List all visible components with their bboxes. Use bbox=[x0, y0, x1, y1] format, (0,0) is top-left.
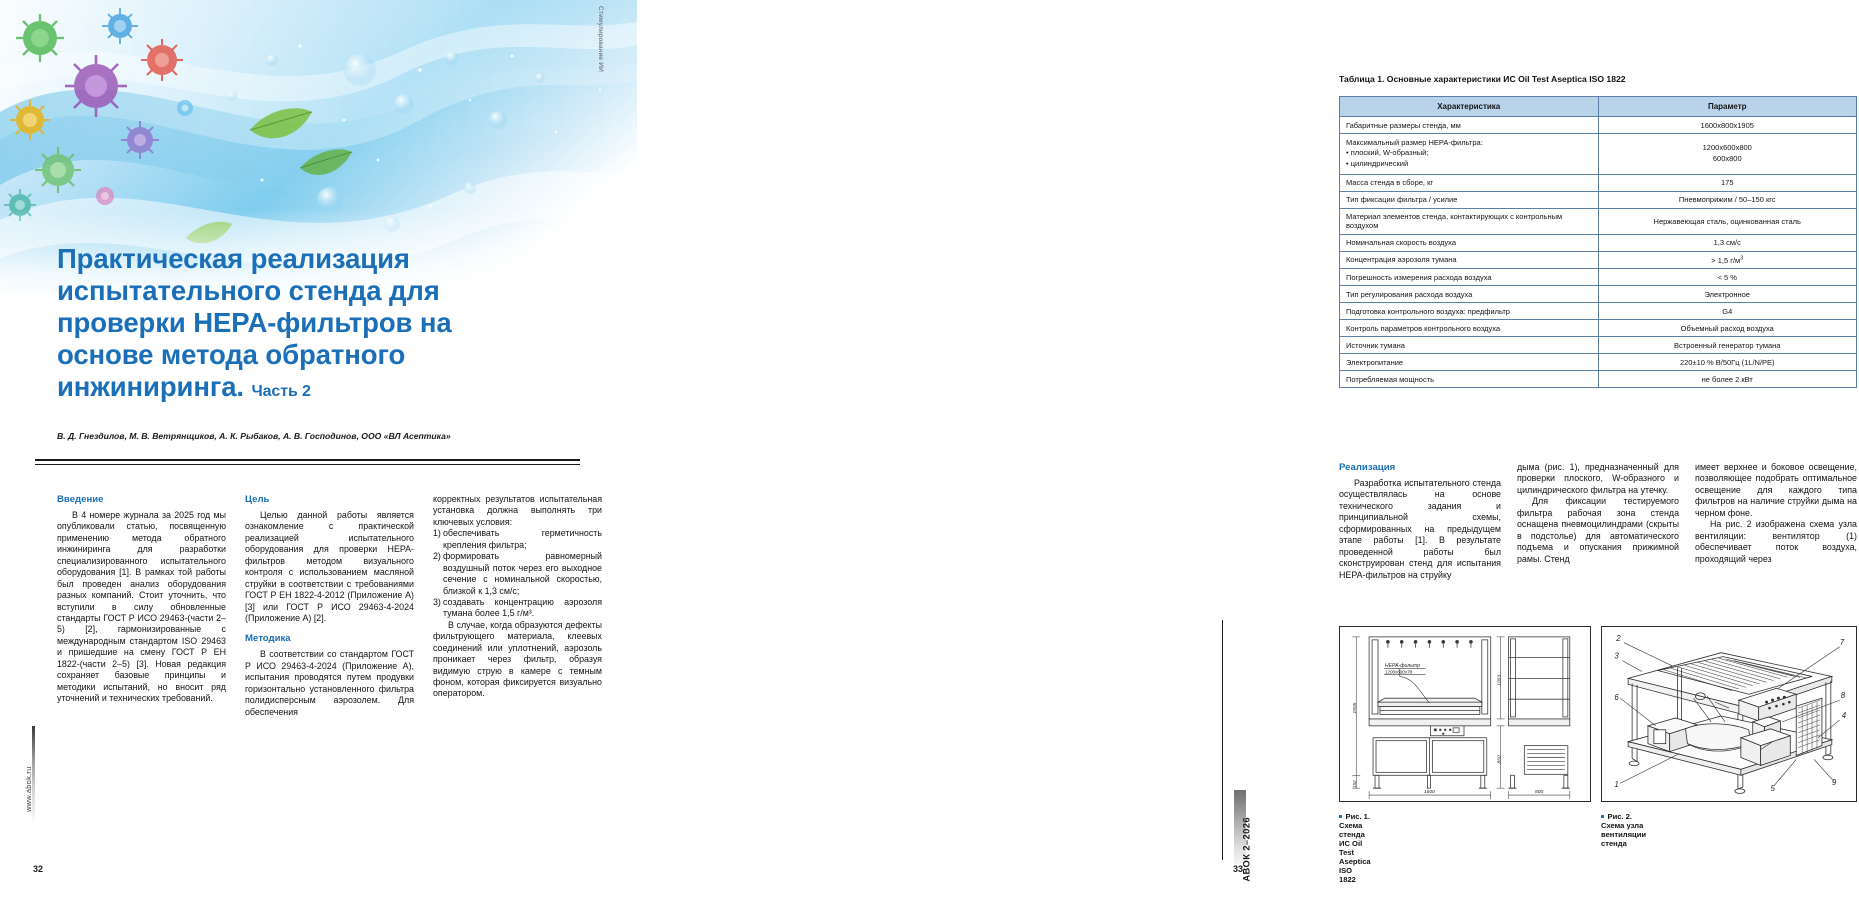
figure-1-dim-upper: 1053 bbox=[1497, 674, 1503, 686]
list-item bbox=[433, 597, 602, 620]
table-cell-key: Материал элементов стенда, контактирующих с контрольным воздухом bbox=[1340, 208, 1599, 234]
list-item bbox=[433, 551, 602, 597]
table-cell-value: Нержавеющая сталь, оцинкованная сталь bbox=[1598, 208, 1857, 234]
table-row bbox=[1340, 208, 1857, 234]
table-cell-key: Габаритные размеры стенда, мм bbox=[1340, 117, 1599, 134]
table-cell-value: < 5 % bbox=[1598, 269, 1857, 286]
paragraph-introduction: В 4 номере журнала за 2025 год мы опубликовали статью, посвященную применению метода обратного инжиниринга для разработки специализированного испытательного оборудования [1]. В рамках той работы был проведен анализ оборудования разных компаний. Стоит уточнить, что вступили в силу обновленные стандарты ГОСТ Р ИСО 29463-(части 2–5) [2], гармонизированные с международным стандартом ISO 29463 и пришедшие на смену ГОСТ Р ЕН 1822-(части 2–5) [3]. Новая редакция сохраняет базовые принципы и методики испытаний, но вносит ряд уточнений и технических требований. bbox=[57, 510, 226, 703]
table-row bbox=[1340, 174, 1857, 191]
table-cell-value: 1600x800x1905 bbox=[1598, 117, 1857, 134]
paragraph-smoke-stream: дыма (рис. 1), предназначенный для проверки плоского, W-образного и цилиндрического фильтра на утечку. bbox=[1517, 462, 1679, 495]
paragraph-implementation: Разработка испытательного стенда осуществлялась на основе технического задания и принципиальной схемы, сформированных на предыдущем этапе работы [1]. В результате проведенной работы был сконструирован стенд для испытания HEPA-фильтров на струйку bbox=[1339, 478, 1501, 580]
left-column-2 bbox=[245, 494, 414, 718]
table-row bbox=[1340, 337, 1857, 354]
figure-2-ventilation-unit bbox=[1601, 626, 1857, 802]
figure-2-callout-1: 1 bbox=[1614, 780, 1619, 790]
page-number-left: 32 bbox=[33, 864, 44, 874]
left-column-1 bbox=[57, 494, 226, 718]
figure-2-callout-2: 2 bbox=[1616, 633, 1621, 643]
list-item bbox=[433, 528, 602, 551]
figure-2-callout-8: 8 bbox=[1840, 691, 1846, 701]
figure-2-callout-3: 3 bbox=[1614, 651, 1619, 661]
table-cell-value-text: 1200x600x800 600x800 bbox=[1702, 142, 1752, 163]
photo-credit: Стимулирование ИИ bbox=[597, 6, 604, 72]
figure-2-callout-4: 4 bbox=[1841, 710, 1847, 720]
table-header-row bbox=[1340, 97, 1857, 117]
right-column-3 bbox=[1695, 462, 1857, 581]
figure-2-callout-5: 5 bbox=[1770, 784, 1775, 794]
table-cell-key: Источник тумана bbox=[1340, 337, 1599, 354]
website-url: www.abok.ru bbox=[24, 766, 33, 812]
list-item-text: обеспечивать герметичность крепления фильтра; bbox=[443, 528, 602, 550]
table-row bbox=[1340, 371, 1857, 388]
list-item-number: 1) bbox=[433, 528, 441, 539]
table-row bbox=[1340, 117, 1857, 134]
table-cell-value: 1,3 см/с bbox=[1598, 234, 1857, 251]
table-body bbox=[1340, 117, 1857, 388]
specifications-table bbox=[1339, 96, 1857, 388]
table-cell-key-text: Максимальный размер HEPA-фильтра: • плоский, W-образный; • цилиндрический bbox=[1346, 137, 1483, 169]
title-rule-thin bbox=[35, 464, 580, 465]
heading-introduction: Введение bbox=[57, 494, 104, 505]
table-head bbox=[1340, 97, 1857, 117]
table-cell-key: Масса стенда в сборе, кг bbox=[1340, 174, 1599, 191]
figure-1-dim-lower: 850 bbox=[1497, 755, 1503, 764]
page-number-right: 33 bbox=[1232, 864, 1243, 874]
table-cell-value bbox=[1598, 134, 1857, 175]
table-cell-value: Пневмоприжим / 50–150 кгс bbox=[1598, 191, 1857, 208]
left-column-3 bbox=[433, 494, 602, 718]
issue-label: АВОК 2–2026 bbox=[1241, 817, 1252, 882]
title-line-5 bbox=[57, 371, 527, 403]
paragraph-ventilation: На рис. 2 изображена схема узла вентиляции: вентилятор (1) обеспечивает поток воздуха, проходящий через bbox=[1695, 519, 1857, 564]
table-cell-key: Тип фиксации фильтра / усилие bbox=[1340, 191, 1599, 208]
table-cell-key bbox=[1340, 134, 1599, 175]
table-row bbox=[1340, 134, 1857, 175]
list-item-number: 3) bbox=[433, 596, 441, 607]
paragraph-goal: Целью данной работы является ознакомление с практической реализацией испытательного оборудования для проверки HEPA-фильтров методом визуального контроля с использованием масляной струйки в соответствии с требованиями ГОСТ Р ЕН 1822-4-2012 (Приложение А) [3] или ГОСТ Р ИСО 29463-4-2024 (Приложение А) [2]. bbox=[245, 510, 414, 623]
table-header-parameter: Параметр bbox=[1598, 97, 1857, 117]
list-item-text: формировать равномерный воздушный поток через его выходное сечение с номинальной скоростью, близкой к 1,3 см/с; bbox=[443, 551, 602, 596]
table-cell-value: 220±10 % В/50Гц (1L/N/PE) bbox=[1598, 354, 1857, 371]
heading-method: Методика bbox=[245, 633, 291, 645]
title-line-4: основе метода обратного bbox=[57, 339, 406, 371]
table-cell-key: Тип регулирования расхода воздуха bbox=[1340, 286, 1599, 303]
title-line-3: проверки HEPA-фильтров на bbox=[57, 307, 452, 339]
page-title bbox=[57, 243, 527, 403]
figure-1-caption-text: Рис. 1. Схема стенда ИС Oil Test Aseptica ISO 1822 bbox=[1339, 812, 1371, 884]
table-row bbox=[1340, 320, 1857, 337]
left-page bbox=[0, 0, 637, 897]
table-row bbox=[1340, 303, 1857, 320]
table-cell-value bbox=[1598, 251, 1857, 269]
heading-goal: Цель bbox=[245, 494, 270, 505]
table-cell-value: не более 2 кВт bbox=[1598, 371, 1857, 388]
figure-2-caption bbox=[1601, 812, 1646, 848]
right-column-2 bbox=[1517, 462, 1679, 581]
figure-2-callout-9: 9 bbox=[1831, 778, 1837, 788]
right-body-columns bbox=[1339, 462, 1859, 581]
title-part-label: Часть 2 bbox=[251, 383, 311, 401]
figure-1-dim-total-height: 1905 bbox=[1353, 702, 1359, 714]
table-cell-key: Номинальная скорость воздуха bbox=[1340, 234, 1599, 251]
table-row bbox=[1340, 269, 1857, 286]
table-cell-value: Объемный расход воздуха bbox=[1598, 320, 1857, 337]
table-cell-value: Встроенный генератор тумана bbox=[1598, 337, 1857, 354]
list-item-number: 2) bbox=[433, 551, 441, 562]
right-vertical-rule bbox=[1222, 620, 1223, 860]
right-page bbox=[637, 0, 1857, 897]
caption-bullet-icon bbox=[1339, 815, 1342, 818]
table-cell-value: 175 bbox=[1598, 174, 1857, 191]
figure-1-filter-label: HEPA-фильтр bbox=[1384, 663, 1420, 670]
figure-1-dim-foot: 152 bbox=[1352, 780, 1358, 788]
table-row bbox=[1340, 286, 1857, 303]
table-cell-key: Подготовка контрольного воздуха: предфильтр bbox=[1340, 303, 1599, 320]
figure-2-callout-7: 7 bbox=[1839, 637, 1845, 647]
figure-2-caption-text: Рис. 2. Схема узла вентиляции стенда bbox=[1601, 812, 1647, 848]
figure-2-callout-6: 6 bbox=[1614, 693, 1619, 703]
table-cell-key: Контроль параметров контрольного воздуха bbox=[1340, 320, 1599, 337]
title-line-5-text: инжиниринга. bbox=[57, 371, 244, 403]
table-caption: Таблица 1. Основные характеристики ИС Oil Test Aseptica ISO 1822 bbox=[1339, 74, 1626, 84]
table-cell-key: Потребляемая мощность bbox=[1340, 371, 1599, 388]
title-line-1: Практическая реализация bbox=[57, 243, 410, 274]
figure-1-dim-depth: 800 bbox=[1535, 790, 1544, 796]
heading-implementation: Реализация bbox=[1339, 462, 1396, 473]
table-cell-value: G4 bbox=[1598, 303, 1857, 320]
figure-1-stand-scheme bbox=[1339, 626, 1591, 802]
paragraph-lighting: имеет верхнее и боковое освещение, позволяющее подобрать оптимальное освещение для каждого типа фильтров на наличие струйки дыма на черном фоне. bbox=[1695, 462, 1857, 518]
paragraph-conditions-lead: корректных результатов испытательная установка должна выполнять три ключевых условия: bbox=[433, 494, 602, 527]
table-row bbox=[1340, 251, 1857, 269]
authors-line: В. Д. Гнездилов, М. В. Ветрянщиков, А. К. Рыбаков, А. В. Господинов, ООО «ВЛ Асептика» bbox=[57, 431, 451, 441]
paragraph-conditions-tail: В случае, когда образуются дефекты фильтрующего материала, клеевых соединений или уплотнений, аэрозоль проникает через фильтр, образуя видимую струю в камере с темным фоном, которая фиксируется визуально оператором. bbox=[433, 619, 602, 699]
table-cell-value: Электронное bbox=[1598, 286, 1857, 303]
right-column-1 bbox=[1339, 462, 1501, 581]
title-line-2: испытательного стенда для bbox=[57, 275, 440, 307]
table-row bbox=[1340, 234, 1857, 251]
title-rule-thick bbox=[35, 459, 580, 461]
paragraph-method: В соответствии со стандартом ГОСТ Р ИСО 29463-4-2024 (Приложение А), испытания проводятся путем продувки горизонтально установленного фильтра полидисперсным аэрозолем. Для обеспечения bbox=[245, 649, 414, 717]
left-body-columns bbox=[57, 494, 602, 718]
table-cell-key: Концентрация аэрозоля тумана bbox=[1340, 251, 1599, 269]
table-header-characteristic: Характеристика bbox=[1340, 97, 1599, 117]
figure-1-drawing bbox=[1340, 627, 1590, 801]
table-cell-value-text: > 1,5 $г/м^3$ bbox=[1711, 255, 1744, 265]
table-row bbox=[1340, 354, 1857, 371]
figure-1-filter-size: 1200x600x78 bbox=[1384, 669, 1413, 675]
table-cell-key: Погрешность измерения расхода воздуха bbox=[1340, 269, 1599, 286]
caption-bullet-icon bbox=[1601, 815, 1604, 818]
paragraph-filter-fixation: Для фиксации тестируемого фильтра рабочая зона стенда оснащена пневмоцилиндрами (скрыты в подстолье) для автоматического подъема и опускания прижимной рамы. Стенд bbox=[1517, 496, 1679, 564]
table-row bbox=[1340, 191, 1857, 208]
table-cell-key: Электропитание bbox=[1340, 354, 1599, 371]
figure-1-dim-width: 1600 bbox=[1423, 790, 1435, 796]
figure-1-caption bbox=[1339, 812, 1371, 884]
figure-2-drawing bbox=[1602, 627, 1856, 801]
list-item-text: создавать концентрацию аэрозоля тумана более 1,5 г/м³. bbox=[443, 596, 602, 619]
